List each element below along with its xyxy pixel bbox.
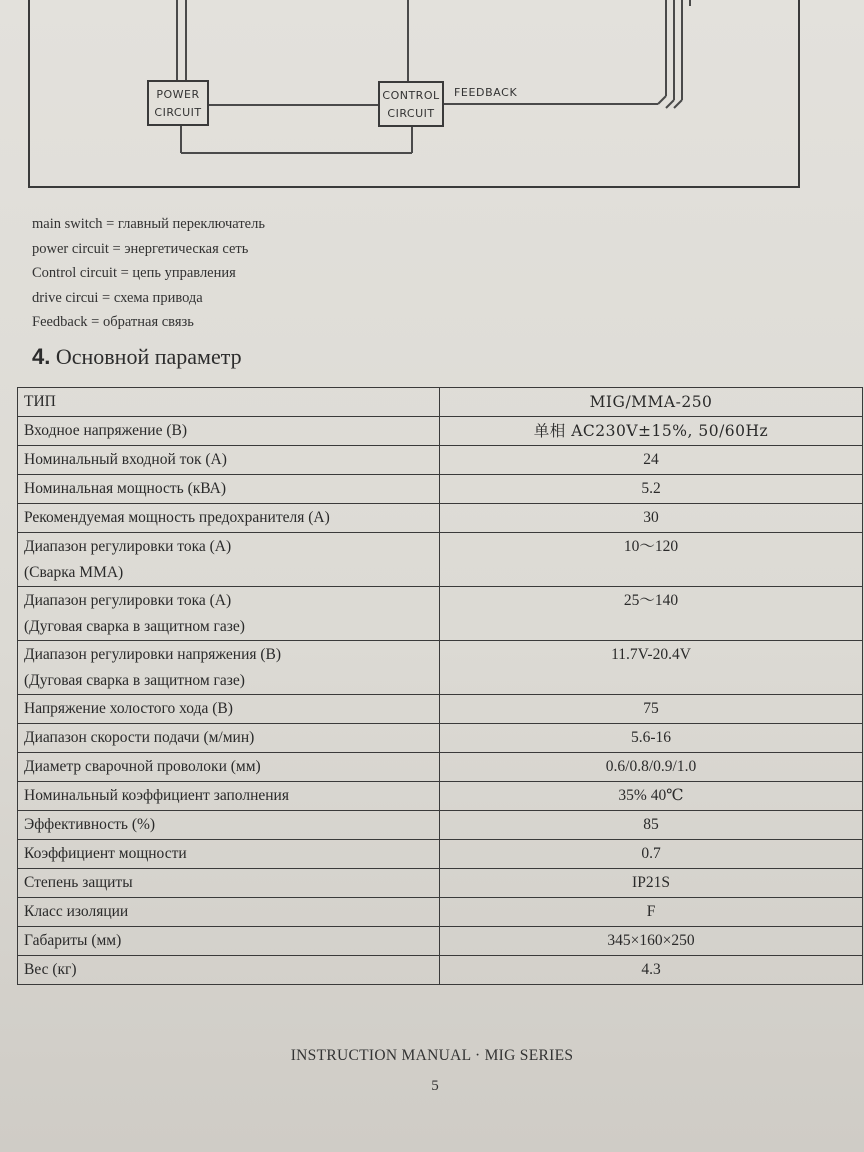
param-cell: [18, 446, 440, 475]
power-circuit-block: [147, 80, 209, 126]
param-cell: [18, 956, 440, 985]
glossary-item: Control circuit = цепь управления: [32, 265, 236, 281]
value-cell: 35% 40℃: [440, 782, 863, 811]
param-text: Диапазон регулировки тока (A): [24, 592, 232, 609]
page-number: 5: [431, 1078, 439, 1094]
value-cell: 5.6-16: [440, 724, 863, 753]
table-row: [18, 533, 863, 587]
param-text: Рекомендуемая мощность предохранителя (A): [24, 509, 330, 526]
param-text: (Дуговая сварка в защитном газе): [24, 618, 245, 635]
param-cell: [18, 840, 440, 869]
param-text: Номинальный входной ток (A): [24, 451, 227, 468]
value-cell: MIG/MMA-250: [440, 388, 863, 417]
param-cell: [18, 475, 440, 504]
param-text: Степень защиты: [24, 874, 133, 891]
value-cell: 25～140: [440, 587, 863, 641]
table-row: [18, 475, 863, 504]
table-row: [18, 898, 863, 927]
param-cell: [18, 388, 440, 417]
value-cell: 4.3: [440, 956, 863, 985]
value-cell: 0.7: [440, 840, 863, 869]
glossary-item: drive circui = схема привода: [32, 289, 203, 306]
table-row: [18, 504, 863, 533]
param-text: Коэффициент мощности: [24, 845, 187, 862]
value-cell: 0.6/0.8/0.9/1.0: [440, 753, 863, 782]
table-row: [18, 840, 863, 869]
value-cell: 单相 AC230V±15%, 50/60Hz: [440, 417, 863, 446]
param-text: Габариты (мм): [24, 932, 122, 949]
table-row: [18, 417, 863, 446]
value-cell: 30: [440, 504, 863, 533]
param-cell: [18, 927, 440, 956]
control-block-label-2: CIRCUIT: [387, 107, 435, 120]
table-row: [18, 811, 863, 840]
param-text: (Сварка ММА): [24, 564, 124, 581]
param-cell: [18, 811, 440, 840]
param-cell: [18, 724, 440, 753]
param-text: Номинальная мощность (кВА): [24, 480, 226, 497]
param-text: ТИП: [24, 393, 56, 410]
section-number: 4.: [32, 344, 51, 369]
value-cell: 75: [440, 695, 863, 724]
section-title: Основной параметр: [55, 344, 242, 369]
power-block-label-1: POWER: [156, 88, 200, 101]
section-heading: [32, 344, 242, 370]
table-row: [18, 695, 863, 724]
value-cell: F: [440, 898, 863, 927]
param-text: (Дуговая сварка в защитном газе): [24, 672, 245, 689]
control-block-label-1: CONTROL: [382, 89, 440, 102]
param-text: Диаметр сварочной проволоки (мм): [24, 758, 261, 775]
param-text: Диапазон скорости подачи (м/мин): [24, 729, 255, 746]
control-circuit-block: [378, 81, 444, 127]
param-cell: [18, 753, 440, 782]
param-text: Эффективность (%): [24, 816, 156, 833]
param-cell: [18, 417, 440, 446]
param-text: Напряжение холостого хода (B): [24, 700, 233, 717]
value-cell: IP21S: [440, 869, 863, 898]
table-row: [18, 956, 863, 985]
table-row: [18, 587, 863, 641]
value-cell: 10～120: [440, 533, 863, 587]
param-text: Класс изоляции: [24, 903, 129, 920]
param-text: Входное напряжение (B): [24, 422, 188, 439]
table-row: [18, 753, 863, 782]
param-cell: [18, 587, 440, 641]
glossary-item: Feedback = обратная связь: [32, 314, 194, 330]
glossary: [32, 212, 265, 335]
value-cell: 345×160×250: [440, 927, 863, 956]
table-row: [18, 927, 863, 956]
param-cell: [18, 782, 440, 811]
glossary-item: main switch = главный переключатель: [32, 216, 265, 232]
param-text: Вес (кг): [24, 961, 77, 978]
value-cell: 11.7V-20.4V: [440, 641, 863, 695]
param-cell: [18, 533, 440, 587]
power-block-label-2: CIRCUIT: [154, 106, 202, 119]
param-cell: [18, 695, 440, 724]
param-cell: [18, 504, 440, 533]
value-cell: 85: [440, 811, 863, 840]
value-cell: 5.2: [440, 475, 863, 504]
param-cell: [18, 898, 440, 927]
param-cell: [18, 869, 440, 898]
param-text: Диапазон регулировки напряжения (B): [24, 646, 282, 663]
param-text: Номинальный коэффициент заполнения: [24, 787, 289, 804]
table-row: [18, 724, 863, 753]
feedback-label: FEEDBACK: [454, 86, 518, 99]
table-row: [18, 641, 863, 695]
value-cell: 24: [440, 446, 863, 475]
table-row: [18, 869, 863, 898]
param-text: Диапазон регулировки тока (A): [24, 538, 232, 555]
table-row: [18, 782, 863, 811]
table-row: [18, 446, 863, 475]
spec-table: [17, 387, 863, 985]
glossary-item: power circuit = энергетическая сеть: [32, 240, 249, 257]
table-row: [18, 388, 863, 417]
block-diagram: [28, 0, 800, 188]
param-cell: [18, 641, 440, 695]
footer-manual-title: INSTRUCTION MANUAL · MIG SERIES: [290, 1047, 574, 1064]
